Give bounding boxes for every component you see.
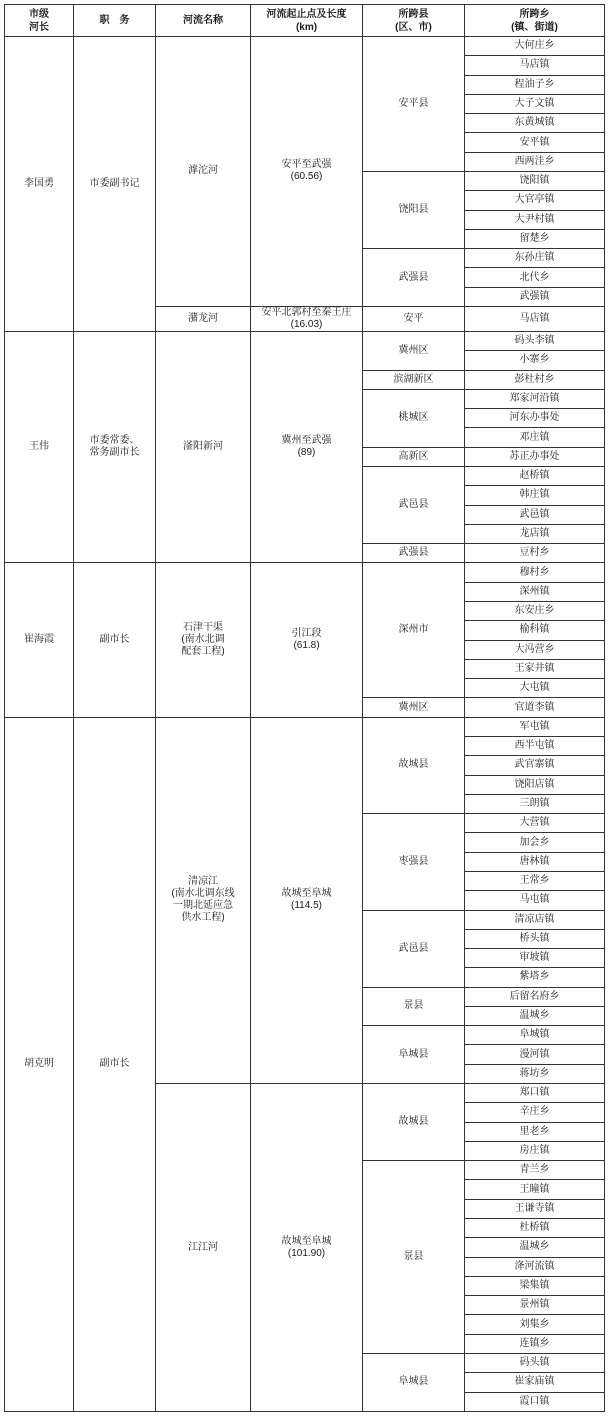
town-cell: 房庄镇 xyxy=(465,1141,605,1160)
county-cell: 滨湖新区 xyxy=(363,370,465,389)
county-cell: 冀州区 xyxy=(363,698,465,717)
county-cell: 阜城县 xyxy=(363,1353,465,1411)
town-cell: 马屯镇 xyxy=(465,891,605,910)
town-cell: 温城乡 xyxy=(465,1238,605,1257)
town-cell: 邓庄镇 xyxy=(465,428,605,447)
town-cell: 东黄城镇 xyxy=(465,114,605,133)
town-cell: 码头镇 xyxy=(465,1353,605,1372)
county-cell: 饶阳县 xyxy=(363,171,465,248)
town-cell: 西两洼乡 xyxy=(465,152,605,171)
town-cell: 青兰乡 xyxy=(465,1161,605,1180)
county-cell: 武邑县 xyxy=(363,910,465,987)
town-cell: 赵桥镇 xyxy=(465,467,605,486)
county-cell: 阜城县 xyxy=(363,1026,465,1084)
town-cell: 清凉店镇 xyxy=(465,910,605,929)
town-cell: 大冯营乡 xyxy=(465,640,605,659)
town-cell: 里老乡 xyxy=(465,1122,605,1141)
town-cell: 彭杜村乡 xyxy=(465,370,605,389)
river-range-cell: 冀州至武强 (89) xyxy=(251,332,363,563)
county-cell: 冀州区 xyxy=(363,332,465,371)
county-cell: 深州市 xyxy=(363,563,465,698)
town-cell: 梁集镇 xyxy=(465,1276,605,1295)
river-range-cell: 故城至阜城 (114.5) xyxy=(251,717,363,1083)
town-cell: 留楚乡 xyxy=(465,229,605,248)
river-range-cell: 安平北郭村至秦王庄 (16.03) xyxy=(251,306,363,331)
leader-cell: 胡克明 xyxy=(5,717,74,1411)
header-county: 所跨县 (区、市) xyxy=(363,5,465,37)
leader-cell: 崔海霞 xyxy=(5,563,74,717)
town-cell: 龙店镇 xyxy=(465,524,605,543)
town-cell: 崔家庙镇 xyxy=(465,1373,605,1392)
town-cell: 三朗镇 xyxy=(465,794,605,813)
town-cell: 王常乡 xyxy=(465,871,605,890)
header-position: 职 务 xyxy=(74,5,156,37)
town-cell: 官道李镇 xyxy=(465,698,605,717)
town-cell: 审坡镇 xyxy=(465,949,605,968)
town-cell: 饶阳镇 xyxy=(465,171,605,190)
town-cell: 大官亭镇 xyxy=(465,191,605,210)
town-cell: 霞口镇 xyxy=(465,1392,605,1411)
town-cell: 饶阳店镇 xyxy=(465,775,605,794)
county-cell: 武强县 xyxy=(363,544,465,563)
position-cell: 市委常委、 常务副市长 xyxy=(74,332,156,563)
town-cell: 豆村乡 xyxy=(465,544,605,563)
town-cell: 苏正办事处 xyxy=(465,447,605,466)
county-cell: 景县 xyxy=(363,987,465,1026)
county-cell: 安平县 xyxy=(363,37,465,172)
town-cell: 军屯镇 xyxy=(465,717,605,736)
town-cell: 深州镇 xyxy=(465,582,605,601)
leader-cell: 王伟 xyxy=(5,332,74,563)
county-cell: 高新区 xyxy=(363,447,465,466)
town-cell: 景州镇 xyxy=(465,1296,605,1315)
town-cell: 紫塔乡 xyxy=(465,968,605,987)
town-cell: 安平镇 xyxy=(465,133,605,152)
river-name-cell: 滹沱河 xyxy=(156,37,251,307)
county-cell: 武强县 xyxy=(363,249,465,307)
position-cell: 市委副书记 xyxy=(74,37,156,332)
town-cell: 东安庄乡 xyxy=(465,602,605,621)
county-cell: 景县 xyxy=(363,1161,465,1354)
header-river-name: 河流名称 xyxy=(156,5,251,37)
town-cell: 武强镇 xyxy=(465,287,605,306)
position-cell: 副市长 xyxy=(74,563,156,717)
town-cell: 阜城镇 xyxy=(465,1026,605,1045)
town-cell: 大尹村镇 xyxy=(465,210,605,229)
position-cell: 副市长 xyxy=(74,717,156,1411)
town-cell: 桥头镇 xyxy=(465,929,605,948)
town-cell: 小寨乡 xyxy=(465,351,605,370)
town-cell: 杜桥镇 xyxy=(465,1219,605,1238)
table-row xyxy=(5,563,605,582)
river-range-cell: 故城至阜城 (101.90) xyxy=(251,1084,363,1412)
town-cell: 韩庄镇 xyxy=(465,486,605,505)
town-cell: 大营镇 xyxy=(465,814,605,833)
town-cell: 王家井镇 xyxy=(465,659,605,678)
county-cell: 故城县 xyxy=(363,1084,465,1161)
river-name-cell: 江江河 xyxy=(156,1084,251,1412)
town-cell: 程油子乡 xyxy=(465,75,605,94)
river-range-cell: 安平至武强 (60.56) xyxy=(251,37,363,307)
table-body xyxy=(5,37,605,1412)
town-cell: 王瞳镇 xyxy=(465,1180,605,1199)
county-cell: 安平 xyxy=(363,306,465,331)
town-cell: 码头李镇 xyxy=(465,332,605,351)
town-cell: 武官寨镇 xyxy=(465,756,605,775)
county-cell: 枣强县 xyxy=(363,814,465,910)
table-row xyxy=(5,332,605,351)
county-cell: 武邑县 xyxy=(363,467,465,544)
table-row xyxy=(5,37,605,56)
town-cell: 郑口镇 xyxy=(465,1084,605,1103)
river-range-cell: 引江段 (61.8) xyxy=(251,563,363,717)
town-cell: 河东办事处 xyxy=(465,409,605,428)
town-cell: 王谦寺镇 xyxy=(465,1199,605,1218)
header-leader: 市级 河长 xyxy=(5,5,74,37)
town-cell: 北代乡 xyxy=(465,268,605,287)
river-name-cell: 潴龙河 xyxy=(156,306,251,331)
town-cell: 温城乡 xyxy=(465,1006,605,1025)
header-town: 所跨乡 (镇、街道) xyxy=(465,5,605,37)
town-cell: 辛庄乡 xyxy=(465,1103,605,1122)
town-cell: 马店镇 xyxy=(465,306,605,331)
town-cell: 连镇乡 xyxy=(465,1334,605,1353)
town-cell: 武邑镇 xyxy=(465,505,605,524)
town-cell: 大何庄乡 xyxy=(465,37,605,56)
town-cell: 洚河流镇 xyxy=(465,1257,605,1276)
town-cell: 唐林镇 xyxy=(465,852,605,871)
table-row xyxy=(5,717,605,736)
river-chief-table xyxy=(4,4,605,1412)
town-cell: 后留名府乡 xyxy=(465,987,605,1006)
county-cell: 故城县 xyxy=(363,717,465,813)
town-cell: 郑家河沿镇 xyxy=(465,389,605,408)
town-cell: 东孙庄镇 xyxy=(465,249,605,268)
town-cell: 漫河镇 xyxy=(465,1045,605,1064)
river-name-cell: 滏阳新河 xyxy=(156,332,251,563)
river-name-cell: 清凉江 (南水北调东线 一期北延应急 供水工程) xyxy=(156,717,251,1083)
header-river-range: 河流起止点及长度 (km) xyxy=(251,5,363,37)
leader-cell: 李国勇 xyxy=(5,37,74,332)
town-cell: 大屯镇 xyxy=(465,679,605,698)
town-cell: 刘集乡 xyxy=(465,1315,605,1334)
town-cell: 榆科镇 xyxy=(465,621,605,640)
town-cell: 大子文镇 xyxy=(465,94,605,113)
town-cell: 蒋坊乡 xyxy=(465,1064,605,1083)
town-cell: 加会乡 xyxy=(465,833,605,852)
header-row xyxy=(5,5,605,37)
town-cell: 马店镇 xyxy=(465,56,605,75)
town-cell: 西半屯镇 xyxy=(465,736,605,755)
river-name-cell: 石津干渠 (南水北调 配套工程) xyxy=(156,563,251,717)
county-cell: 桃城区 xyxy=(363,389,465,447)
town-cell: 穆村乡 xyxy=(465,563,605,582)
